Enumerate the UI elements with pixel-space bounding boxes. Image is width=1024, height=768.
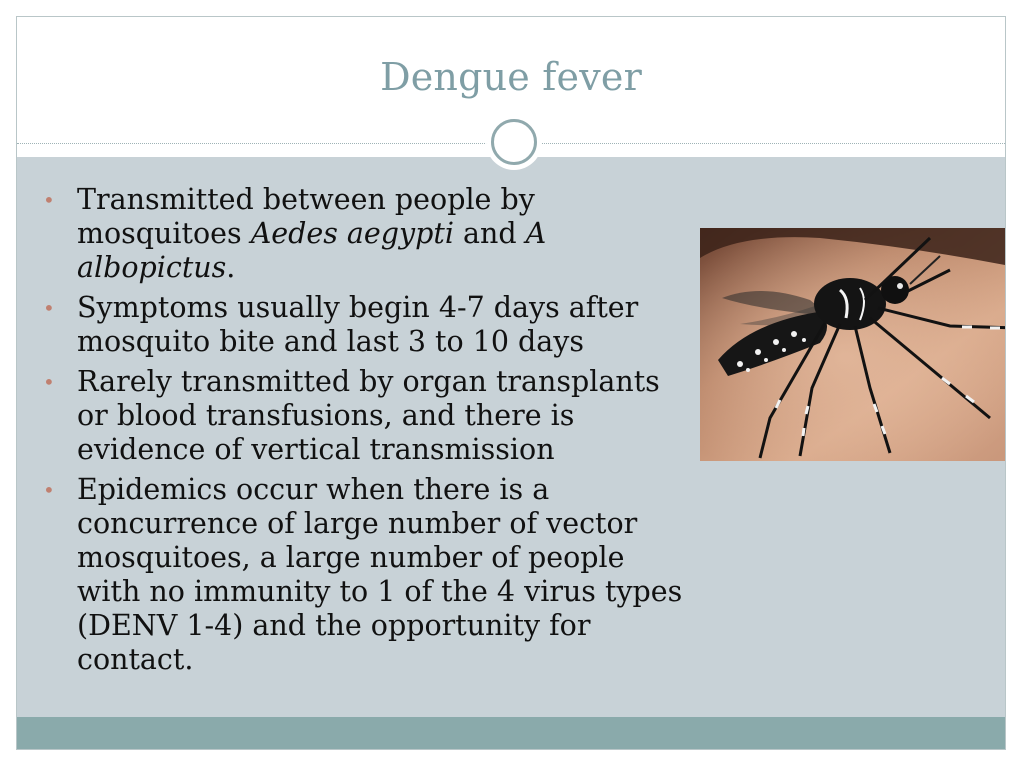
bullet-2-text: Symptoms usually begin 4-7 days after mosquito bite and last 3 to 10 days <box>77 291 639 358</box>
bullet-4-text: Epidemics occur when there is a concurrence of large number of vector mosquitoes, a large number of people with no immunity to 1 of the 4 virus types (DENV 1-4) and the opportunity for contact. <box>77 473 683 676</box>
ring-inner <box>491 119 537 165</box>
bullet-1-part-3: and <box>453 217 526 250</box>
slide-title: Dengue fever <box>380 55 642 99</box>
bullet-item-1 <box>41 183 691 285</box>
mosquito-photo <box>700 228 1006 461</box>
bullet-1-species-1: Aedes aegypti <box>250 217 454 250</box>
bullet-list <box>41 183 691 683</box>
bullet-dot: • <box>43 478 55 502</box>
bullet-1-part-5: . <box>226 251 236 284</box>
bullet-dot: • <box>43 188 55 212</box>
divider-ring-icon <box>486 114 542 170</box>
bullet-dot: • <box>43 370 55 394</box>
bullet-1-species-2: A albopictus <box>77 217 547 284</box>
bullet-item-2 <box>41 291 691 359</box>
bullet-3-text: Rarely transmitted by organ transplants or blood transfusions, and there is evidence of vertical transmission <box>77 365 660 466</box>
slide <box>16 16 1006 750</box>
footer-bar <box>17 717 1005 750</box>
bullet-item-4 <box>41 473 691 677</box>
bullet-dot: • <box>43 296 55 320</box>
bullet-item-3 <box>41 365 691 467</box>
bullet-1-part-1: Transmitted between people by mosquitoes <box>77 183 535 250</box>
